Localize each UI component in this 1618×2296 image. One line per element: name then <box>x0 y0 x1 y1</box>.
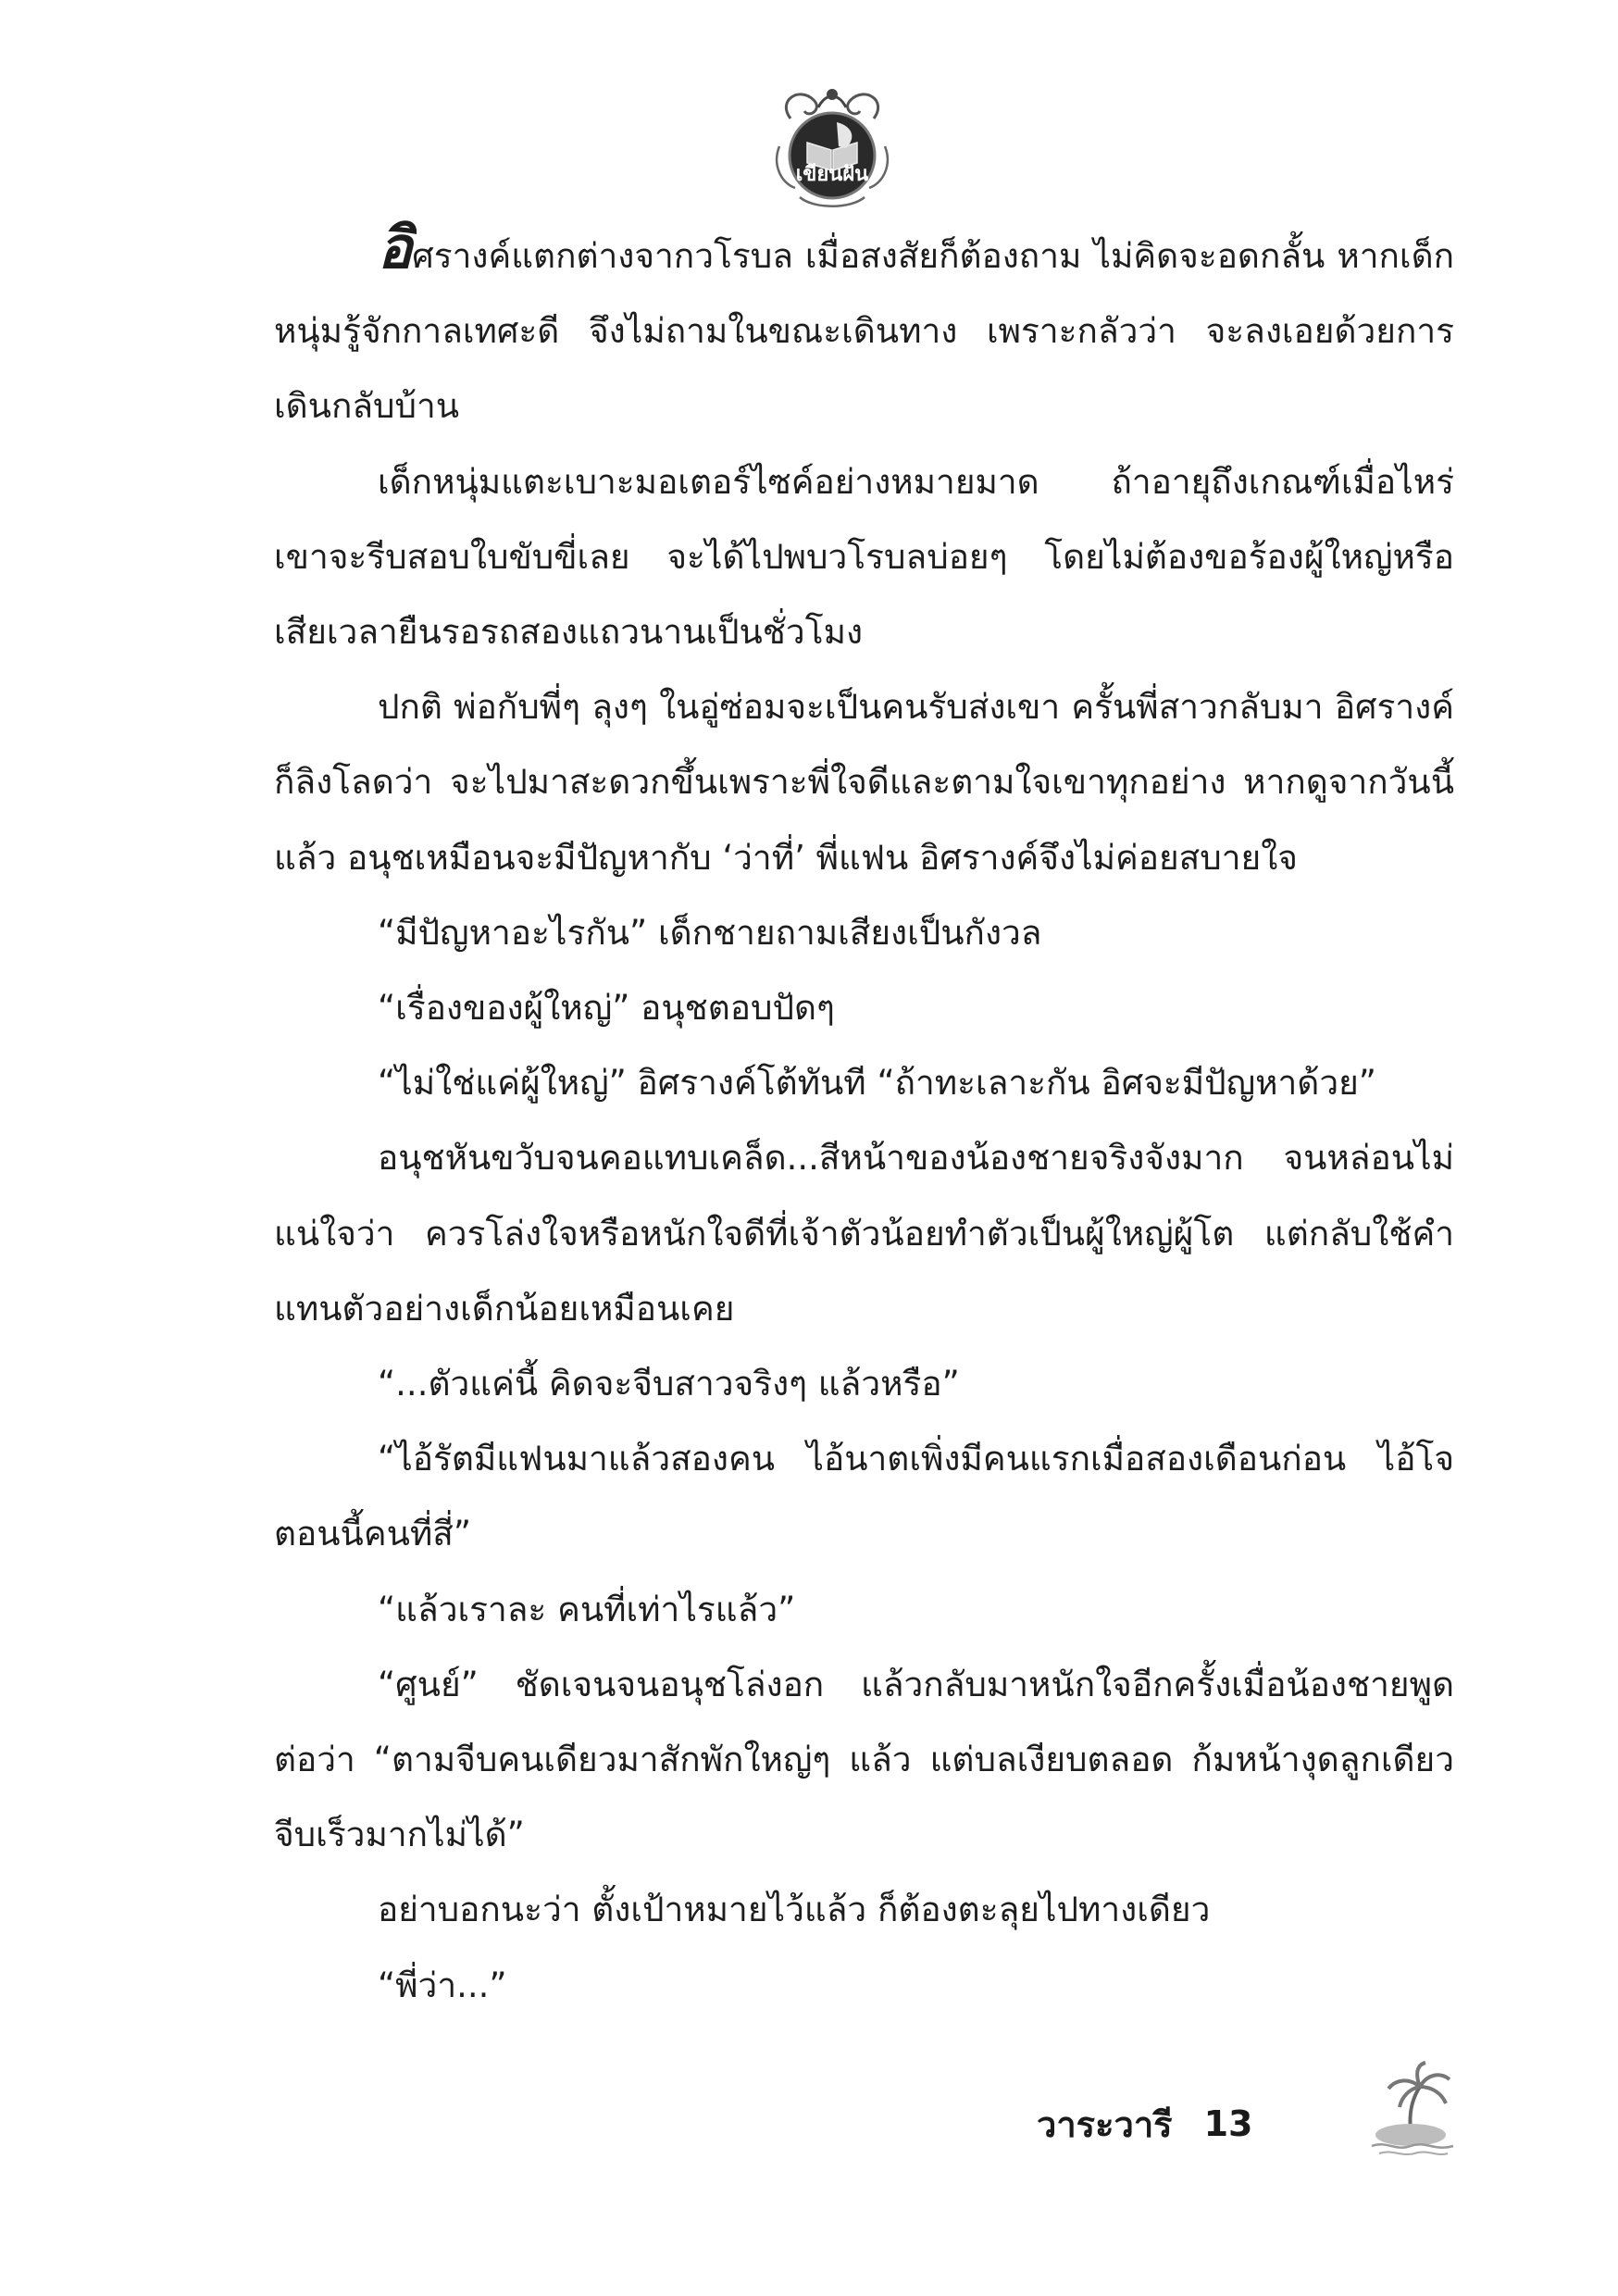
paragraph-2: เด็กหนุ่มแตะเบาะมอเตอร์ไซค์อย่างหมายมาด ถ้าอายุถึงเกณฑ์เมื่อไหร่ เขาจะรีบสอบใบขับขี่เลย จะได้ไปพบวโรบลบ่อยๆ โดยไม่ต้องขอร้องผู้ใหญ่หรือเสียเวลายืนรอรถสองแถวนานเป็นชั่วโมง <box>274 461 1454 653</box>
paragraph-4: “มีปัญหาอะไรกัน” เด็กชายถามเสียงเป็นกังวล <box>378 912 1042 953</box>
palm-island-icon <box>1368 2061 1457 2157</box>
paragraph-11: “ศูนย์” ชัดเจนจนอนุชโล่งอก แล้วกลับมาหนักใจอีกครั้งเมื่อน้องชายพูดต่อว่า “ตามจีบคนเดียวมาสักพักใหญ่ๆ แล้ว แต่บลเงียบตลอด ก้มหน้างุดลูกเดียว จีบเร็วมากไม่ได้” <box>274 1664 1454 1855</box>
drop-letter: อิ <box>378 214 413 281</box>
paragraph-6: “ไม่ใช่แค่ผู้ใหญ่” อิศรางค์โต้ทันที “ถ้าทะเลาะกัน อิศจะมีปัญหาด้วย” <box>378 1063 1376 1104</box>
paragraph-5: “เรื่องของผู้ใหญ่” อนุชตอบปัดๆ <box>378 988 835 1029</box>
chapter-body <box>274 214 1454 2023</box>
island-graphic <box>1368 2061 1457 2157</box>
paragraph-1 <box>274 214 1454 444</box>
book-title: วาระวารี <box>1037 2103 1173 2145</box>
paragraph-text: ศรางค์แตกต่างจากวโรบล เมื่อสงสัยก็ต้องถาม ไม่คิดจะอดกลั้น หากเด็กหนุ่มรู้จักกาลเทศะดี จึงไม่ถามในขณะเดินทาง เพราะกลัวว่า จะลงเอยด้วยการเดินกลับบ้าน <box>274 236 1454 427</box>
book-emblem-icon <box>772 81 892 211</box>
page-number: 13 <box>1203 2103 1253 2144</box>
emblem-label: เขียนฝัน <box>795 163 869 186</box>
paragraph-3: ปกติ พ่อกับพี่ๆ ลุงๆ ในอู่ซ่อมจะเป็นคนรับส่งเขา ครั้นพี่สาวกลับมา อิศรางค์ก็ลิงโลดว่า จะไปมาสะดวกขึ้นเพราะพี่ใจดีและตามใจเขาทุกอย่าง หากดูจากวันนี้แล้ว อนุชเหมือนจะมีปัญหากับ ‘ว่าที่’ พี่แฟน อิศรางค์จึงไม่ค่อยสบายใจ <box>274 687 1454 878</box>
emblem-graphic <box>772 81 892 211</box>
paragraph-10: “แล้วเราละ คนที่เท่าไรแล้ว” <box>378 1589 796 1629</box>
paragraph-7: อนุชหันขวับจนคอแทบเคล็ด...สีหน้าของน้องชายจริงจังมาก จนหล่อนไม่แน่ใจว่า ควรโล่งใจหรือหนักใจดีที่เจ้าตัวน้อยทำตัวเป็นผู้ใหญ่ผู้โต แต่กลับใช้คำแทนตัวอย่างเด็กน้อยเหมือนเคย <box>274 1138 1454 1329</box>
paragraph-12: อย่าบอกนะว่า ตั้งเป้าหมายไว้แล้ว ก็ต้องตะลุยไปทางเดียว <box>378 1890 1211 1930</box>
paragraph-9: “ไอ้รัตมีแฟนมาแล้วสองคน ไอ้นาตเพิ่งมีคนแรกเมื่อสองเดือนก่อน ไอ้โจตอนนี้คนที่สี่” <box>274 1439 1454 1554</box>
paragraph-8: “...ตัวแค่นี้ คิดจะจีบสาวจริงๆ แล้วหรือ” <box>378 1364 960 1404</box>
paragraph-13: “พี่ว่า...” <box>378 1965 507 2005</box>
